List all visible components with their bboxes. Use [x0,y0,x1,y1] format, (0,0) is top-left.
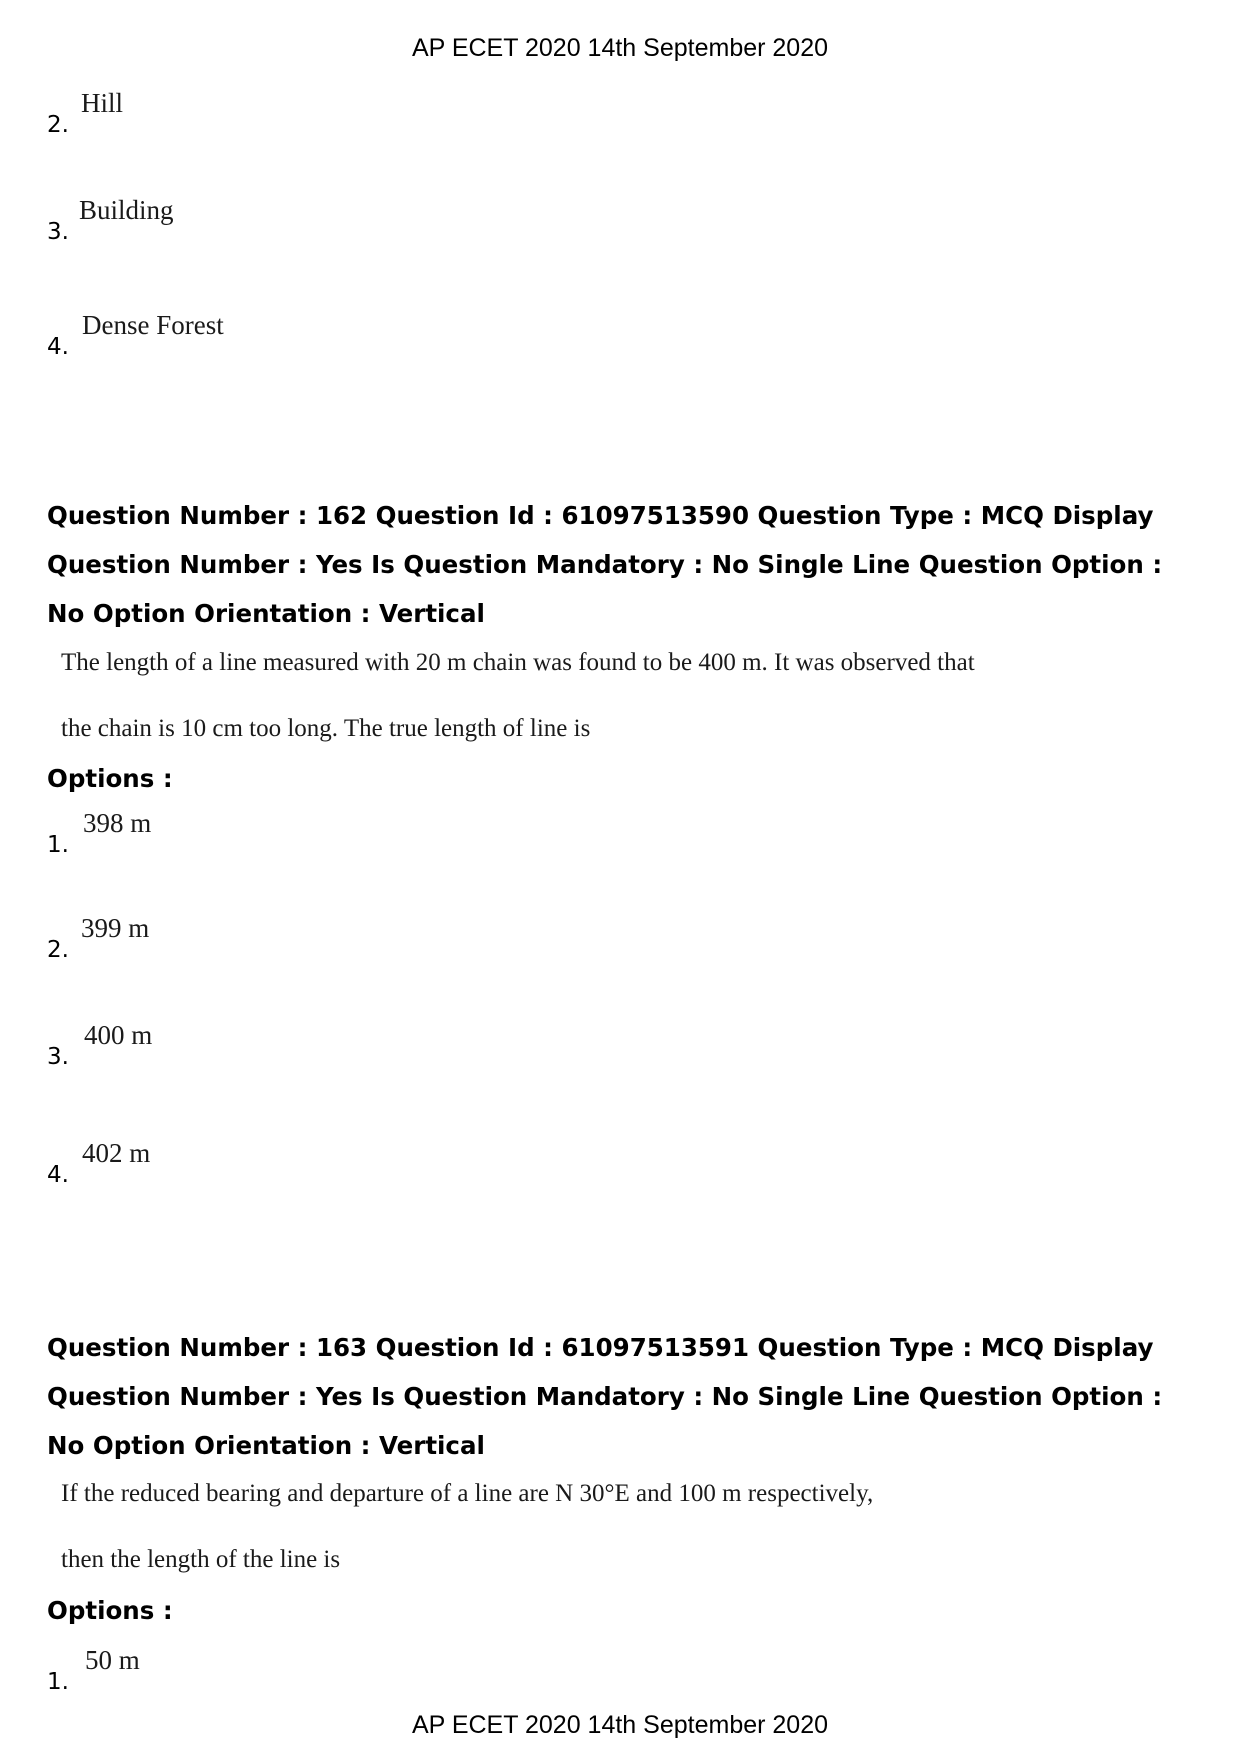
option-item [47,195,447,245]
option-item [47,1020,447,1070]
option-item [47,310,447,360]
option-text: Hill [81,88,124,118]
option-text: 50 m [85,1645,140,1675]
option-text: 402 m [82,1138,151,1168]
option-text: 399 m [81,913,150,943]
option-number: 1. [47,832,69,858]
option-item [47,88,447,138]
option-number: 3. [47,1044,69,1070]
option-text: 398 m [83,808,152,838]
page-footer: AP ECET 2020 14th September 2020 [411,1711,829,1739]
option-number: 3. [47,219,69,245]
option-number: 4. [47,334,69,360]
question-163-options-label: Options : [47,1596,173,1625]
option-number: 2. [47,937,69,963]
question-162-options-label: Options : [47,764,173,793]
question-162-text-line2: the chain is 10 cm too long. The true length of line is [61,715,591,742]
option-text: Dense Forest [82,310,224,340]
question-163-meta: Question Number : 163 Question Id : 61097513591 Question Type : MCQ Display Question Number : Yes Is Question Mandatory : No Single Line Question Option : No Option Orientation : Vertical [47,1333,1163,1460]
page-header: AP ECET 2020 14th September 2020 [411,34,829,62]
option-text: 400 m [84,1020,153,1050]
question-163-text-line2: then the length of the line is [61,1546,341,1573]
question-162-meta: Question Number : 162 Question Id : 61097513590 Question Type : MCQ Display Question Number : Yes Is Question Mandatory : No Single Line Question Option : No Option Orientation : Vertical [47,501,1163,628]
option-item [47,1645,447,1695]
option-number: 4. [47,1162,69,1188]
option-text: Building [79,195,174,225]
option-item [47,913,447,963]
option-number: 1. [47,1669,69,1695]
question-163-text-line1: If the reduced bearing and departure of a line are N 30°E and 100 m respectively, [61,1480,874,1507]
option-item [47,1138,447,1188]
option-number: 2. [47,112,69,138]
question-162-text-line1: The length of a line measured with 20 m chain was found to be 400 m. It was observed that [61,649,975,676]
option-item [47,808,447,858]
